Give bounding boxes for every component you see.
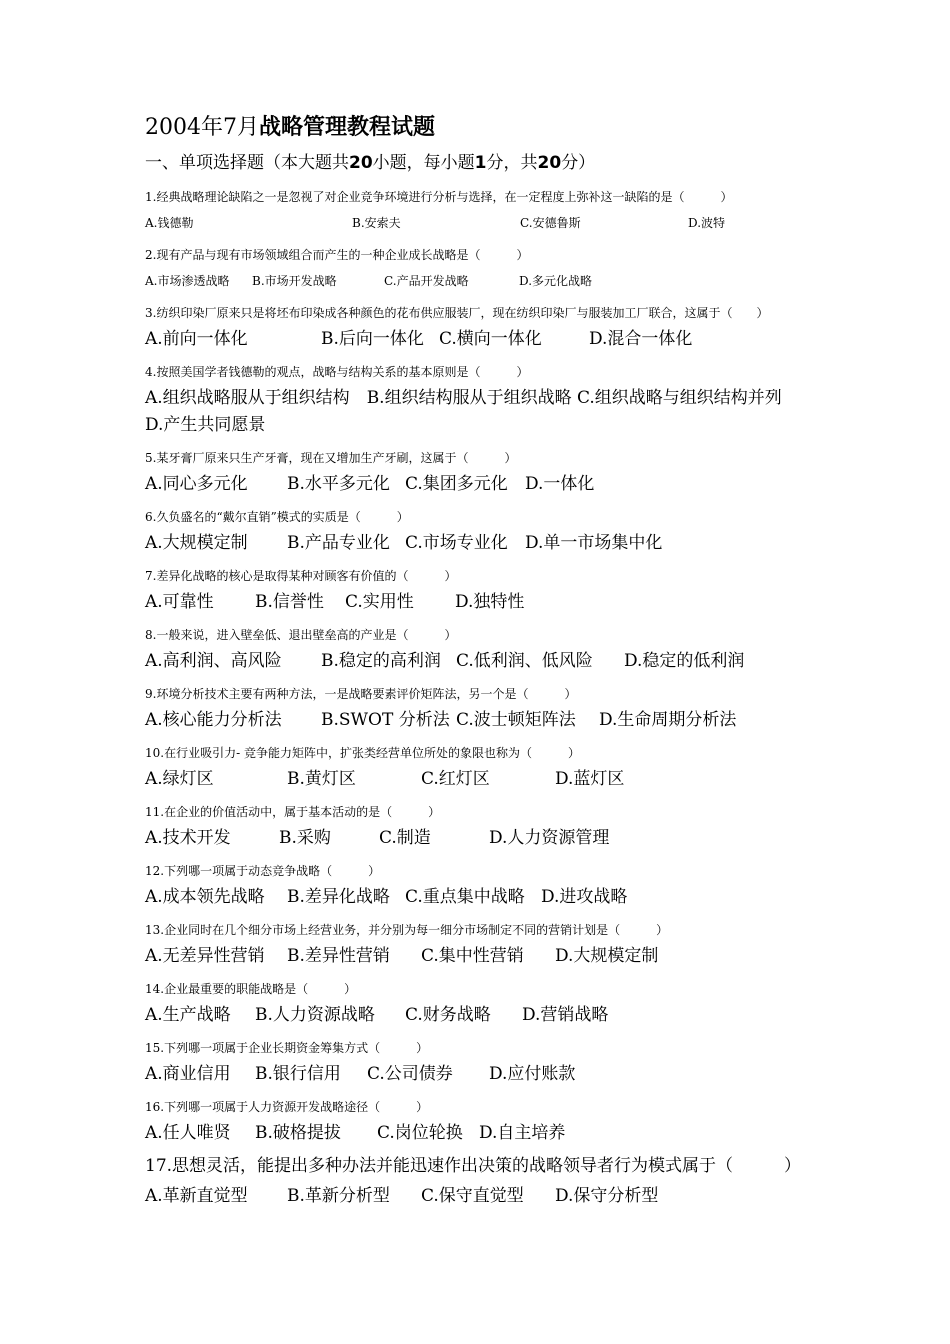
option-b: B.后向一体化 [321,329,424,349]
option-d: D.应付账款 [489,1064,576,1084]
question-5 [145,445,815,498]
option-b: B.人力资源战略 [255,1005,375,1025]
option-c: C.重点集中战略 [405,887,525,907]
option-d: D.大规模定制 [555,946,659,966]
options-row [145,943,815,970]
options-row [145,210,815,236]
option-a: A.核心能力分析法 [145,710,282,730]
question-4 [145,359,815,439]
section-prefix: 一、单项选择题（本大题共 [145,153,349,173]
page-title [145,112,815,144]
option-a: A.生产战略 [145,1005,231,1025]
option-c: C.制造 [379,828,431,848]
option-c: C.岗位轮换 [377,1123,463,1143]
option-a: A.市场渗透战略 [145,274,230,288]
option-a: A.任人唯贤 [145,1123,231,1143]
question-text: 1.经典战略理论缺陷之一是忽视了对企业竞争环境进行分析与选择，在一定程度上弥补这一缺陷的是（ ） [145,190,733,204]
option-a: A.组织战略服从于组织结构 [145,388,350,408]
option-b: B.组织结构服从于组织战略 [366,388,572,408]
question-12 [145,858,815,911]
option-a: A.技术开发 [145,828,231,848]
option-a: A.无差异性营销 [145,946,265,966]
options-row [145,471,815,498]
options-row [145,1061,815,1088]
option-a: A.商业信用 [145,1064,231,1084]
option-a: A.同心多元化 [145,474,248,494]
exam-page [145,112,815,1216]
options-row [145,1120,815,1147]
options-row [145,385,815,439]
option-b: B.产品专业化 [287,533,390,553]
option-c: C.集团多元化 [405,474,508,494]
option-c: C.安德鲁斯 [520,216,581,230]
question-7 [145,563,815,616]
question-text: 2.现有产品与现有市场领域组合而产生的一种企业成长战略是（ ） [145,248,529,262]
option-b: B.采购 [279,828,331,848]
question-text: 6.久负盛名的“戴尔直销”模式的实质是（ ） [145,510,409,524]
question-text: 3.纺织印染厂原来只是将坯布印染成各种颜色的花布供应服装厂，现在纺织印染厂与服装加工厂联合，这属于（ ） [145,306,769,320]
options-row [145,1002,815,1029]
option-b: B.黄灯区 [287,769,356,789]
option-d: D.营销战略 [522,1005,609,1025]
options-row [145,884,815,911]
question-2 [145,242,815,294]
question-11 [145,799,815,852]
question-text: 15.下列哪一项属于企业长期资金筹集方式（ ） [145,1041,429,1055]
question-text: 13.企业同时在几个细分市场上经营业务，并分别为每一细分市场制定不同的营销计划是（ ） [145,923,669,937]
question-text: 17.思想灵活，能提出多种办法并能迅速作出决策的战略领导者行为模式属于（ ） [145,1156,802,1176]
option-a: A.高利润、高风险 [145,651,282,671]
title-subject: 战略管理教程试题 [259,115,436,140]
section-suffix: 分） [561,153,596,173]
option-a: A.可靠性 [145,592,214,612]
option-c: C.集中性营销 [421,946,524,966]
option-c: C.低利润、低风险 [456,651,593,671]
option-d: D.单一市场集中化 [525,533,663,553]
question-text: 8.一般来说，进入壁垒低、退出壁垒高的产业是（ ） [145,628,457,642]
options-row [145,589,815,616]
option-c: C.财务战略 [405,1005,491,1025]
section-mid1: 小题，每小题 [372,153,475,173]
option-d: D.稳定的低利润 [624,651,745,671]
question-text: 9.环境分析技术主要有两种方法，一是战略要素评价矩阵法，另一个是（ ） [145,687,577,701]
option-d: D.混合一体化 [589,329,693,349]
option-d: D.蓝灯区 [555,769,625,789]
option-c: C.产品开发战略 [384,274,469,288]
option-b: B.差异化战略 [287,887,390,907]
question-17 [145,1153,815,1210]
question-3 [145,300,815,353]
option-b: B.稳定的高利润 [321,651,441,671]
option-b: B.革新分析型 [287,1186,390,1206]
option-b: B.SWOT 分析法 [321,710,450,730]
question-13 [145,917,815,970]
option-c: C.红灯区 [421,769,490,789]
option-c: C.保守直觉型 [421,1186,524,1206]
option-b: B.差异性营销 [287,946,390,966]
options-row [145,326,815,353]
question-text: 14.企业最重要的职能战略是（ ） [145,982,357,996]
section-heading [145,150,815,176]
option-b: B.破格提拔 [255,1123,341,1143]
question-9 [145,681,815,734]
option-c: C.波士顿矩阵法 [456,710,576,730]
section-count: 20 [349,153,373,173]
option-d: D.保守分析型 [555,1186,659,1206]
options-row [145,707,815,734]
option-a: A.绿灯区 [145,769,214,789]
options-row [145,1183,815,1210]
section-points-each: 1 [474,153,487,173]
option-d: D.波特 [688,216,726,230]
question-10 [145,740,815,793]
option-d: D.一体化 [525,474,595,494]
options-row [145,268,815,294]
option-b: B.水平多元化 [287,474,390,494]
question-text: 5.某牙膏厂原来只生产牙膏，现在又增加生产牙刷，这属于（ ） [145,451,517,465]
option-b: B.银行信用 [255,1064,341,1084]
option-b: B.信誉性 [255,592,324,612]
option-d: D.自主培养 [479,1123,566,1143]
option-c: C.实用性 [345,592,414,612]
question-16 [145,1094,815,1147]
option-c: C.公司债券 [367,1064,453,1084]
title-date: 2004年7月 [145,115,259,140]
option-b: B.市场开发战略 [252,274,337,288]
option-a: A.成本领先战略 [145,887,265,907]
question-8 [145,622,815,675]
option-a: A.钱德勒 [145,216,194,230]
options-row [145,766,815,793]
option-c: C.组织战略与组织结构并列 [577,388,782,408]
section-mid2: 分，共 [486,153,538,173]
question-text: 4.按照美国学者钱德勒的观点，战略与结构关系的基本原则是（ ） [145,365,529,379]
option-d: D.人力资源管理 [489,828,610,848]
options-row [145,648,815,675]
option-d: D.生命周期分析法 [599,710,737,730]
option-d: D.独特性 [455,592,525,612]
option-a: A.大规模定制 [145,533,248,553]
question-text: 16.下列哪一项属于人力资源开发战略途径（ ） [145,1100,429,1114]
options-row [145,530,815,557]
option-c: C.市场专业化 [405,533,508,553]
question-text: 12.下列哪一项属于动态竞争战略（ ） [145,864,381,878]
option-b: B.安索夫 [352,216,401,230]
option-d: D.进攻战略 [541,887,628,907]
option-d: D.多元化战略 [519,274,593,288]
question-text: 10.在行业吸引力- 竞争能力矩阵中，扩张类经营单位所处的象限也称为（ ） [145,746,580,760]
section-points-total: 20 [537,153,562,173]
option-c: C.横向一体化 [439,329,542,349]
question-6 [145,504,815,557]
option-a: A.革新直觉型 [145,1186,248,1206]
option-d: D.产生共同愿景 [145,415,266,435]
question-text: 7.差异化战略的核心是取得某种对顾客有价值的（ ） [145,569,457,583]
options-row [145,825,815,852]
question-15 [145,1035,815,1088]
question-14 [145,976,815,1029]
question-text: 11.在企业的价值活动中，属于基本活动的是（ ） [145,805,441,819]
question-1 [145,184,815,236]
option-a: A.前向一体化 [145,329,248,349]
